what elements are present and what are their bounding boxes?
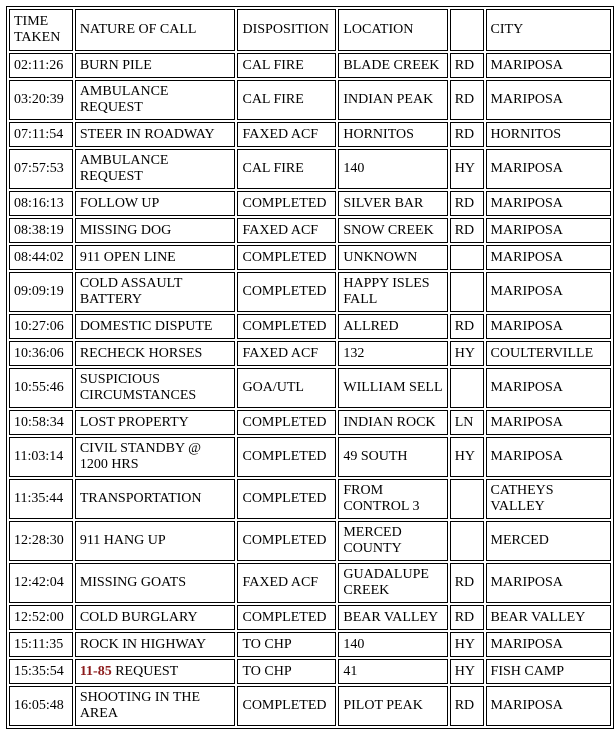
cell-location: SNOW CREEK <box>338 218 447 243</box>
cell-time: 07:11:54 <box>9 122 73 147</box>
cell-city: MARIPOSA <box>486 314 611 339</box>
table-row <box>9 632 611 657</box>
cell-time: 03:20:39 <box>9 80 73 120</box>
table-row <box>9 479 611 519</box>
cell-city: MARIPOSA <box>486 437 611 477</box>
cell-nature: COLD ASSAULT BATTERY <box>75 272 236 312</box>
cell-time: 11:35:44 <box>9 479 73 519</box>
cell-city: MARIPOSA <box>486 563 611 603</box>
table-row <box>9 605 611 630</box>
cell-time: 12:52:00 <box>9 605 73 630</box>
cell-location: HAPPY ISLES FALL <box>338 272 447 312</box>
cell-nature: MISSING DOG <box>75 218 236 243</box>
cell-disposition: FAXED ACF <box>237 341 336 366</box>
cell-location: INDIAN PEAK <box>338 80 447 120</box>
table-row <box>9 245 611 270</box>
cell-nature: TRANSPORTATION <box>75 479 236 519</box>
call-code-highlight: 11-85 <box>79 663 112 679</box>
cell-nature: AMBULANCE REQUEST <box>75 80 236 120</box>
cell-city: CATHEYS VALLEY <box>486 479 611 519</box>
cell-location: WILLIAM SELL <box>338 368 447 408</box>
cell-disposition: TO CHP <box>237 659 336 684</box>
cell-nature: AMBULANCE REQUEST <box>75 149 236 189</box>
cell-nature: SUSPICIOUS CIRCUMSTANCES <box>75 368 236 408</box>
table-row <box>9 659 611 684</box>
cell-disposition: COMPLETED <box>237 479 336 519</box>
table-row <box>9 218 611 243</box>
table-row <box>9 80 611 120</box>
call-log-table <box>6 6 614 729</box>
cell-suffix: HY <box>450 149 484 189</box>
cell-suffix <box>450 479 484 519</box>
cell-suffix: LN <box>450 410 484 435</box>
cell-suffix <box>450 368 484 408</box>
cell-suffix: RD <box>450 191 484 216</box>
cell-nature-text: REQUEST <box>111 663 179 679</box>
cell-disposition: COMPLETED <box>237 437 336 477</box>
cell-suffix: HY <box>450 659 484 684</box>
cell-suffix: RD <box>450 314 484 339</box>
cell-location: ALLRED <box>338 314 447 339</box>
cell-disposition: CAL FIRE <box>237 53 336 78</box>
cell-time: 12:28:30 <box>9 521 73 561</box>
table-row <box>9 437 611 477</box>
cell-city: MARIPOSA <box>486 53 611 78</box>
cell-time: 11:03:14 <box>9 437 73 477</box>
cell-location: UNKNOWN <box>338 245 447 270</box>
cell-nature: BURN PILE <box>75 53 236 78</box>
cell-nature: COLD BURGLARY <box>75 605 236 630</box>
cell-location: BEAR VALLEY <box>338 605 447 630</box>
cell-location: 49 SOUTH <box>338 437 447 477</box>
cell-suffix: RD <box>450 563 484 603</box>
table-row <box>9 521 611 561</box>
cell-nature: 911 OPEN LINE <box>75 245 236 270</box>
table-row <box>9 314 611 339</box>
table-row <box>9 53 611 78</box>
cell-disposition: GOA/UTL <box>237 368 336 408</box>
header-street-suffix <box>450 9 484 51</box>
cell-disposition: COMPLETED <box>237 191 336 216</box>
table-row <box>9 272 611 312</box>
cell-location: INDIAN ROCK <box>338 410 447 435</box>
cell-nature: STEER IN ROADWAY <box>75 122 236 147</box>
cell-disposition: COMPLETED <box>237 314 336 339</box>
cell-disposition: COMPLETED <box>237 605 336 630</box>
cell-time: 10:55:46 <box>9 368 73 408</box>
header-time-taken: TIME TAKEN <box>9 9 73 51</box>
cell-nature: RECHECK HORSES <box>75 341 236 366</box>
cell-city: MERCED <box>486 521 611 561</box>
table-row <box>9 122 611 147</box>
cell-location: MERCED COUNTY <box>338 521 447 561</box>
header-nature-of-call: NATURE OF CALL <box>75 9 236 51</box>
cell-disposition: FAXED ACF <box>237 122 336 147</box>
cell-time: 08:44:02 <box>9 245 73 270</box>
cell-nature: 911 HANG UP <box>75 521 236 561</box>
cell-location: GUADALUPE CREEK <box>338 563 447 603</box>
cell-suffix: HY <box>450 341 484 366</box>
cell-city: MARIPOSA <box>486 245 611 270</box>
cell-disposition: COMPLETED <box>237 245 336 270</box>
cell-nature: ROCK IN HIGHWAY <box>75 632 236 657</box>
cell-city: FISH CAMP <box>486 659 611 684</box>
cell-city: MARIPOSA <box>486 149 611 189</box>
cell-time: 10:36:06 <box>9 341 73 366</box>
cell-city: MARIPOSA <box>486 686 611 726</box>
cell-suffix: RD <box>450 686 484 726</box>
header-city: CITY <box>486 9 611 51</box>
cell-suffix <box>450 521 484 561</box>
cell-suffix <box>450 272 484 312</box>
cell-nature: MISSING GOATS <box>75 563 236 603</box>
cell-location: 140 <box>338 149 447 189</box>
cell-disposition: FAXED ACF <box>237 563 336 603</box>
cell-city: MARIPOSA <box>486 80 611 120</box>
cell-city: MARIPOSA <box>486 410 611 435</box>
cell-time: 02:11:26 <box>9 53 73 78</box>
cell-time: 08:16:13 <box>9 191 73 216</box>
table-row <box>9 341 611 366</box>
cell-location: 132 <box>338 341 447 366</box>
table-row <box>9 410 611 435</box>
cell-city: MARIPOSA <box>486 191 611 216</box>
table-row <box>9 191 611 216</box>
cell-disposition: CAL FIRE <box>237 149 336 189</box>
cell-disposition: COMPLETED <box>237 410 336 435</box>
cell-suffix: RD <box>450 122 484 147</box>
cell-city: MARIPOSA <box>486 368 611 408</box>
cell-time: 10:27:06 <box>9 314 73 339</box>
cell-city: BEAR VALLEY <box>486 605 611 630</box>
cell-city: MARIPOSA <box>486 272 611 312</box>
cell-disposition: COMPLETED <box>237 272 336 312</box>
cell-location: PILOT PEAK <box>338 686 447 726</box>
cell-nature: LOST PROPERTY <box>75 410 236 435</box>
cell-location: FROM CONTROL 3 <box>338 479 447 519</box>
call-log-sheet <box>6 6 614 729</box>
cell-time: 10:58:34 <box>9 410 73 435</box>
cell-city: MARIPOSA <box>486 632 611 657</box>
cell-nature: FOLLOW UP <box>75 191 236 216</box>
cell-location: 140 <box>338 632 447 657</box>
cell-suffix <box>450 245 484 270</box>
table-row <box>9 149 611 189</box>
cell-nature <box>75 659 236 684</box>
cell-time: 15:35:54 <box>9 659 73 684</box>
cell-suffix: RD <box>450 53 484 78</box>
cell-time: 15:11:35 <box>9 632 73 657</box>
cell-time: 07:57:53 <box>9 149 73 189</box>
cell-location: BLADE CREEK <box>338 53 447 78</box>
cell-suffix: RD <box>450 605 484 630</box>
cell-disposition: CAL FIRE <box>237 80 336 120</box>
cell-suffix: RD <box>450 218 484 243</box>
cell-disposition: TO CHP <box>237 632 336 657</box>
cell-disposition: COMPLETED <box>237 686 336 726</box>
cell-disposition: COMPLETED <box>237 521 336 561</box>
cell-city: MARIPOSA <box>486 218 611 243</box>
table-row <box>9 368 611 408</box>
table-row <box>9 686 611 726</box>
header-row <box>9 9 611 51</box>
cell-location: 41 <box>338 659 447 684</box>
cell-suffix: HY <box>450 437 484 477</box>
cell-location: HORNITOS <box>338 122 447 147</box>
cell-time: 16:05:48 <box>9 686 73 726</box>
cell-suffix: RD <box>450 80 484 120</box>
cell-nature: CIVIL STANDBY @ 1200 HRS <box>75 437 236 477</box>
header-disposition: DISPOSITION <box>237 9 336 51</box>
cell-city: HORNITOS <box>486 122 611 147</box>
cell-nature: DOMESTIC DISPUTE <box>75 314 236 339</box>
cell-disposition: FAXED ACF <box>237 218 336 243</box>
cell-time: 12:42:04 <box>9 563 73 603</box>
cell-time: 09:09:19 <box>9 272 73 312</box>
cell-time: 08:38:19 <box>9 218 73 243</box>
cell-nature: SHOOTING IN THE AREA <box>75 686 236 726</box>
cell-city: COULTERVILLE <box>486 341 611 366</box>
table-row <box>9 563 611 603</box>
cell-location: SILVER BAR <box>338 191 447 216</box>
cell-suffix: HY <box>450 632 484 657</box>
header-location: LOCATION <box>338 9 447 51</box>
